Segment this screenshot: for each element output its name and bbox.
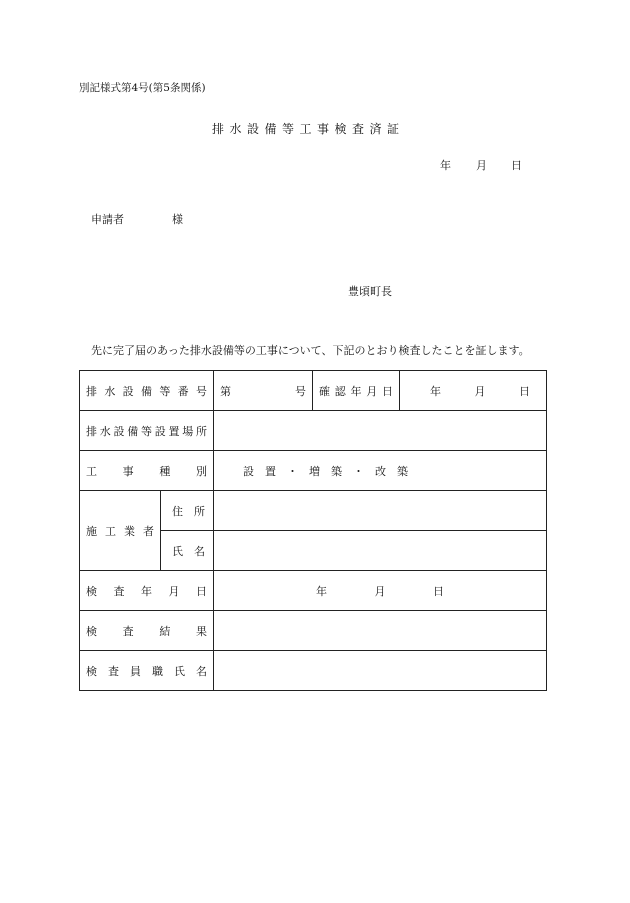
confirm-date-cell[interactable] bbox=[400, 371, 547, 411]
inspector-label-cell bbox=[80, 651, 214, 691]
issuer-name: 豊頃町長 bbox=[348, 285, 392, 298]
inspection-date-label-cell bbox=[80, 571, 214, 611]
number-suffix: 号 bbox=[295, 384, 306, 398]
table-row bbox=[80, 571, 547, 611]
confirm-year-unit: 年 bbox=[430, 384, 441, 398]
location-field[interactable] bbox=[214, 411, 547, 451]
name-field[interactable] bbox=[214, 531, 547, 571]
issue-year-label: 年 bbox=[440, 159, 451, 172]
table-row bbox=[80, 411, 547, 451]
confirm-date-label-cell bbox=[313, 371, 400, 411]
inspection-date-label: 検 査 年 月 日 bbox=[86, 584, 207, 598]
table-row bbox=[80, 651, 547, 691]
inspection-table bbox=[79, 370, 547, 691]
name-label-cell bbox=[161, 531, 214, 571]
form-number: 別記様式第4号(第5条関係) bbox=[79, 82, 206, 94]
certification-statement: 先に完了届のあった排水設備等の工事について、下記のとおり検査したことを証します。 bbox=[91, 344, 530, 357]
work-type-label-cell bbox=[80, 451, 214, 491]
table-row bbox=[80, 451, 547, 491]
address-field[interactable] bbox=[214, 491, 547, 531]
inspection-month-unit: 月 bbox=[374, 584, 386, 598]
table-row bbox=[80, 371, 547, 411]
document-title: 排水設備等工事検査済証 bbox=[212, 122, 405, 136]
work-type-field[interactable] bbox=[214, 451, 547, 491]
confirm-month-unit: 月 bbox=[474, 384, 486, 398]
inspection-day-unit: 日 bbox=[433, 584, 444, 598]
inspection-year-unit: 年 bbox=[316, 584, 327, 598]
contractor-label-cell bbox=[80, 491, 161, 571]
applicant-label: 申請者 bbox=[91, 213, 124, 226]
location-label-cell bbox=[80, 411, 214, 451]
work-type-options: 設置・増築・改築 bbox=[243, 464, 419, 478]
number-label-cell bbox=[80, 371, 214, 411]
location-label: 排 水 設 備 等 設 置 場 所 bbox=[86, 424, 207, 438]
confirm-day-unit: 日 bbox=[519, 384, 530, 398]
result-label: 検 査 結 果 bbox=[86, 624, 207, 638]
inspector-field[interactable] bbox=[214, 651, 547, 691]
issue-month-label: 月 bbox=[476, 159, 487, 172]
result-field[interactable] bbox=[214, 611, 547, 651]
confirm-date-label: 確 認 年 月 日 bbox=[319, 384, 393, 398]
work-type-label: 工 事 種 別 bbox=[86, 464, 207, 478]
contractor-label: 施 工 業 者 bbox=[86, 524, 154, 538]
number-cell[interactable] bbox=[214, 371, 313, 411]
number-prefix: 第 bbox=[220, 384, 231, 398]
inspector-label: 検 査 員 職 氏 名 bbox=[86, 664, 207, 678]
address-label-cell bbox=[161, 491, 214, 531]
applicant-honorific: 様 bbox=[172, 213, 183, 226]
table-row bbox=[80, 491, 547, 531]
issue-day-label: 日 bbox=[511, 159, 522, 172]
result-label-cell bbox=[80, 611, 214, 651]
inspection-date-field[interactable] bbox=[214, 571, 547, 611]
table-row bbox=[80, 611, 547, 651]
name-label: 氏 名 bbox=[172, 544, 205, 558]
address-label: 住 所 bbox=[172, 504, 205, 518]
number-label: 排 水 設 備 等 番 号 bbox=[86, 384, 207, 398]
